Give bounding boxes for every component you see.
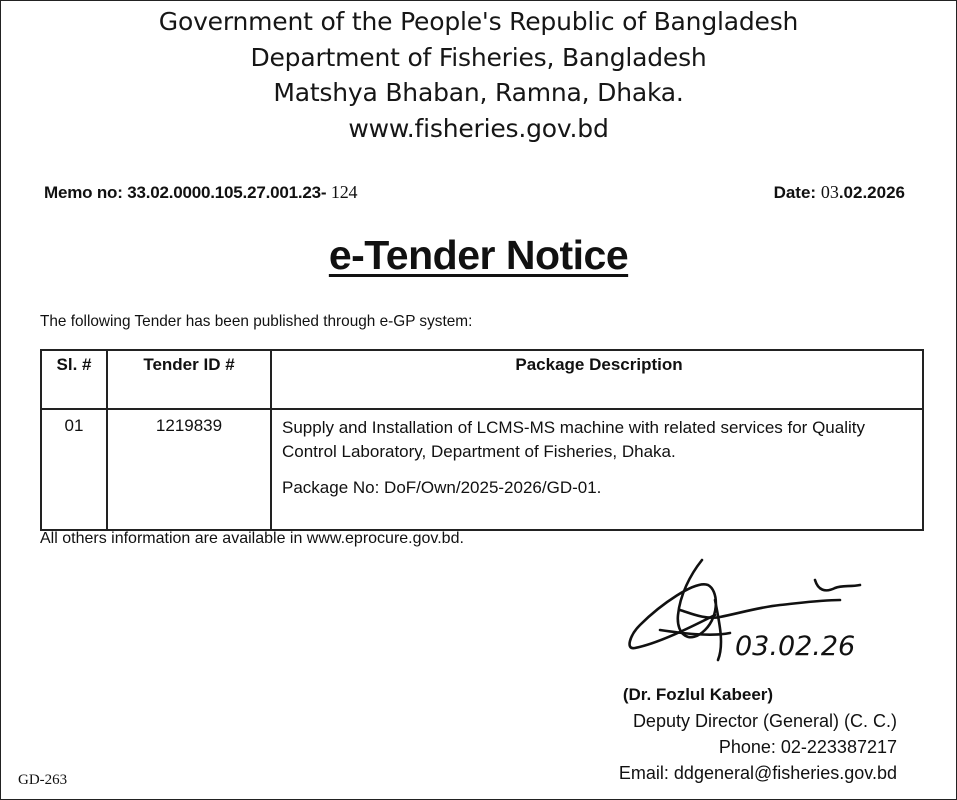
table-header-row (41, 350, 923, 409)
cell-sl: 01 (41, 409, 107, 530)
signature-date: 03.02.26 (735, 631, 856, 662)
signature (620, 555, 930, 675)
header-package-description: Package Description (271, 350, 923, 409)
memo-number (44, 182, 357, 203)
memo-date (774, 182, 905, 203)
header-sl: Sl. # (41, 350, 107, 409)
footer-code: GD-263 (18, 772, 68, 788)
package-number: Package No: DoF/Own/2025-2026/GD-01. (282, 478, 602, 497)
tender-table (40, 349, 924, 531)
others-info: All others information are available in www.eprocure.gov.bd. (40, 530, 464, 547)
office-address: Matshya Bhaban, Ramna, Dhaka. (273, 78, 684, 107)
website: www.fisheries.gov.bd (348, 113, 609, 143)
signer-name: (Dr. Fozlul Kabeer) (622, 685, 774, 704)
date-label: Date: (773, 183, 817, 202)
signer-designation: Deputy Director (General) (C. C.) (632, 711, 897, 731)
date-rest: .02.2026 (838, 183, 905, 202)
cell-package-description (271, 409, 923, 530)
date-day: 03 (820, 182, 839, 202)
memo-handwritten-number: 124 (330, 182, 358, 202)
government-name: Government of the People's Republic of Bangladesh (158, 7, 799, 36)
intro-text: The following Tender has been published through e-GP system: (40, 313, 473, 330)
signer-phone: Phone: 02-223387217 (718, 737, 897, 757)
cell-tender-id: 1219839 (107, 409, 271, 530)
signer-email: Email: ddgeneral@fisheries.gov.bd (618, 763, 897, 783)
notice-title: e-Tender Notice (328, 232, 629, 278)
description-text: Supply and Installation of LCMS-MS machine with related services for Quality Control Laboratory, Department of Fisheries, Dhaka. (282, 418, 865, 461)
memo-label: Memo no: 33.02.0000.105.27.001.23- (44, 183, 327, 202)
department-name: Department of Fisheries, Bangladesh (250, 42, 707, 72)
header-tender-id: Tender ID # (107, 350, 271, 409)
signer-block (619, 682, 897, 786)
letterhead (0, 4, 957, 146)
table-row (41, 409, 923, 530)
